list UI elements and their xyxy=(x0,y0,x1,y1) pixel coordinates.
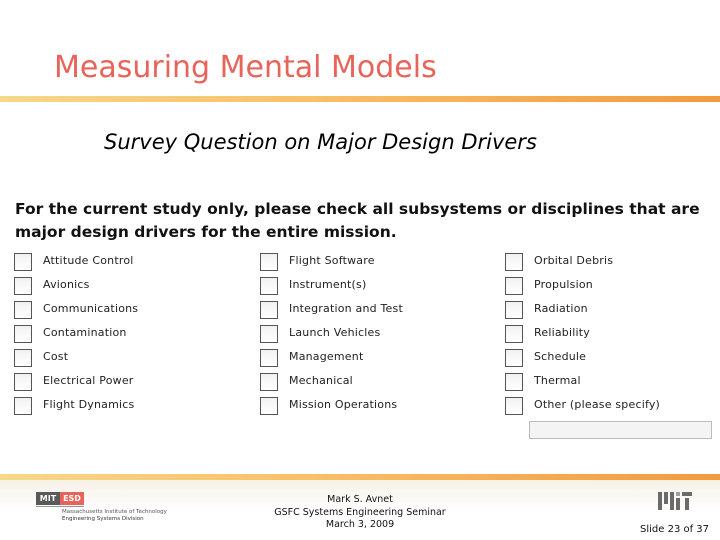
other-specify-input[interactable] xyxy=(529,421,712,439)
option-label: Flight Dynamics xyxy=(43,398,135,411)
option-label: Integration and Test xyxy=(289,302,403,315)
option-label: Radiation xyxy=(534,302,588,315)
slide-title: Measuring Mental Models xyxy=(54,50,437,85)
checkbox[interactable] xyxy=(14,397,32,415)
option-label: Flight Software xyxy=(289,254,375,267)
option-label: Avionics xyxy=(43,278,90,291)
author-name: Mark S. Avnet xyxy=(327,494,393,505)
logo-rule xyxy=(36,506,84,507)
title-divider xyxy=(0,96,720,102)
option-label: Communications xyxy=(43,302,139,315)
checkbox[interactable] xyxy=(14,349,32,367)
esd-badge: ESD xyxy=(60,492,84,505)
event-date: March 3, 2009 xyxy=(325,519,395,530)
option-label: Reliability xyxy=(534,326,590,339)
option-label: Other (please specify) xyxy=(534,398,661,411)
checkbox[interactable] xyxy=(505,397,523,415)
checkbox[interactable] xyxy=(14,373,32,391)
survey-question: For the current study only, please check all subsystems or disciplines that are major design drivers for the entire mission. xyxy=(15,200,700,241)
checkbox[interactable] xyxy=(260,373,278,391)
option-label: Electrical Power xyxy=(43,374,134,387)
option-label: Launch Vehicles xyxy=(289,326,381,339)
mit-badge: MIT xyxy=(36,492,60,505)
checkbox[interactable] xyxy=(260,325,278,343)
checkbox[interactable] xyxy=(505,373,523,391)
logo-institute: Massachusetts Institute of Technology xyxy=(62,509,167,515)
slide-number: Slide 23 of 37 xyxy=(640,524,710,535)
checkbox[interactable] xyxy=(505,277,523,295)
checkbox[interactable] xyxy=(14,253,32,271)
footer-credits xyxy=(260,494,460,532)
option-label: Contamination xyxy=(43,326,127,339)
checkbox[interactable] xyxy=(505,253,523,271)
checkbox[interactable] xyxy=(260,397,278,415)
mit-mark-icon xyxy=(658,492,692,510)
option-label: Cost xyxy=(43,350,69,363)
option-label: Mission Operations xyxy=(289,398,398,411)
checkbox[interactable] xyxy=(505,349,523,367)
logo-division: Engineering Systems Division xyxy=(62,516,144,522)
option-label: Thermal xyxy=(534,374,581,387)
checkbox[interactable] xyxy=(505,325,523,343)
checkbox[interactable] xyxy=(505,301,523,319)
checkbox[interactable] xyxy=(14,325,32,343)
checkbox[interactable] xyxy=(260,301,278,319)
checkbox[interactable] xyxy=(14,277,32,295)
slide-subtitle: Survey Question on Major Design Drivers xyxy=(104,130,537,154)
checkbox[interactable] xyxy=(260,253,278,271)
option-label: Propulsion xyxy=(534,278,593,291)
checkbox[interactable] xyxy=(260,349,278,367)
checkbox[interactable] xyxy=(260,277,278,295)
checkbox[interactable] xyxy=(14,301,32,319)
option-label: Management xyxy=(289,350,364,363)
option-label: Attitude Control xyxy=(43,254,134,267)
option-label: Mechanical xyxy=(289,374,353,387)
mit-esd-logo xyxy=(36,492,171,526)
option-label: Orbital Debris xyxy=(534,254,614,267)
option-label: Schedule xyxy=(534,350,587,363)
option-label: Instrument(s) xyxy=(289,278,367,291)
event-name: GSFC Systems Engineering Seminar xyxy=(274,506,446,518)
